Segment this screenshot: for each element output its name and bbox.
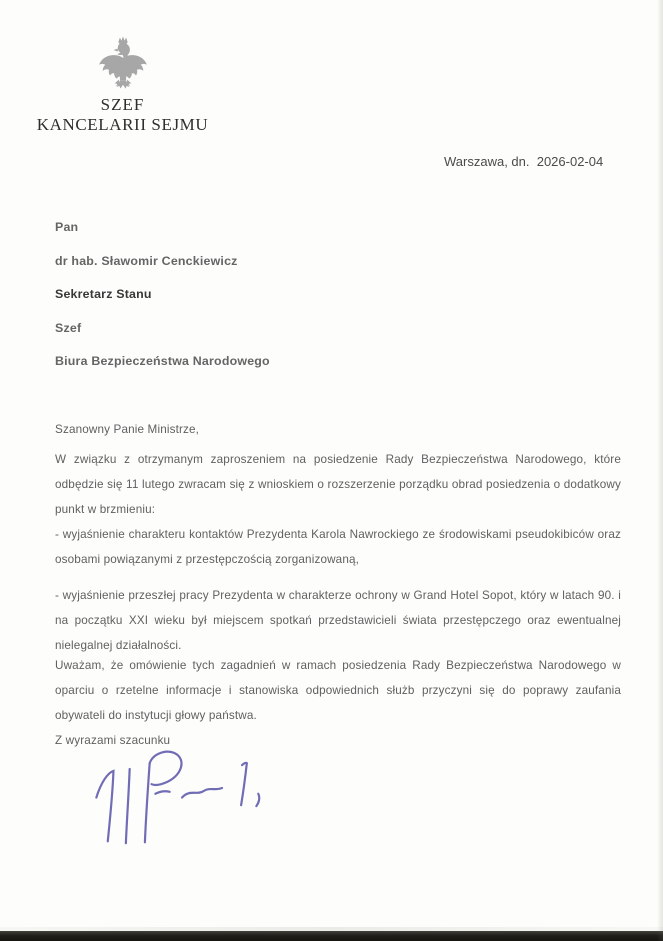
closing-formula: Z wyrazami szacunku (55, 734, 171, 747)
body-paragraph: - wyjaśnienie przeszłej pracy Prezydenta w charakterze ochrony w Grand Hotel Sopot, który w latach 90. i na początku XXI wieku był miejscem spotkań przedstawicieli świata przestępczego oraz ewentualnej nielegalnej działalności. (55, 589, 621, 652)
salutation: Szanowny Panie Ministrze, (55, 423, 200, 436)
scan-right-edge-shadow (657, 0, 663, 941)
recipient-line: Szef (55, 320, 82, 335)
letterhead (30, 34, 215, 135)
letterhead-title-line1: SZEF (100, 95, 145, 114)
handwritten-signature (78, 748, 288, 848)
recipient-line: Pan (55, 220, 79, 234)
body-paragraph: - wyjaśnienie charakteru kontaktów Prezydenta Karola Nawrockiego ze środowiskami pseudokibiców oraz osobami powiązanymi z przestępczością zorganizowaną, (55, 528, 621, 566)
recipient-block (55, 220, 270, 388)
recipient-line: dr hab. Sławomir Cenckiewicz (55, 253, 238, 268)
letterhead-title-line2: KANCELARII SEJMU (36, 115, 209, 134)
recipient-line: Sekretarz Stanu (55, 287, 152, 301)
body-paragraph: Uważam, że omówienie tych zagadnień w ramach posiedzenia Rady Bezpieczeństwa Narodowego w oparciu o rzetelne informacje i stanowiska odpowiednich służb przyczyni się do poprawy zaufania obywateli do instytucji głowy państwa. (55, 659, 621, 722)
dateline: Warszawa, dn. 2026-02-04 (444, 154, 604, 169)
scan-bottom-edge-bar (0, 931, 663, 941)
polish-eagle-coat-of-arms-icon (97, 34, 149, 90)
signature-ink-strokes (78, 748, 288, 848)
recipient-line: Biura Bezpieczeństwa Narodowego (55, 354, 270, 368)
body-paragraph: W związku z otrzymanym zaproszeniem na posiedzenie Rady Bezpieczeństwa Narodowego, które odbędzie się 11 lutego zwracam się z wnioskiem o rozszerzenie porządku obrad posiedzenia o dodatkowy punkt w brzmieniu: (55, 453, 621, 516)
